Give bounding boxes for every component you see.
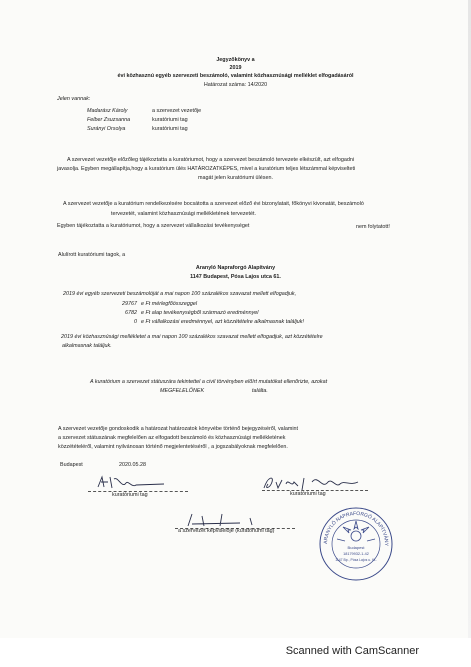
publication-line: 2019 évi közhasznúsági mellékletet a mai napon 100 százalékos szavazat mellett elfogadjuk, azt közzétételre [61,334,323,340]
paragraph-line: A szervezet vezetője előzőleg tájékoztatta a kuratóriumot, hogy a szervezet beszámoló tervezete elkészült, azt elfogadni [67,157,355,163]
closing-line: a szervezet státuszának megfelelően az elfogadott beszámoló és közhasznúsági mellékletének [58,435,286,441]
paragraph-line: Egyben tájékoztatta a kuratóriumot, hogy a szervezet vállalkozási tevékenységet [57,223,250,229]
signing-date: 2020.05.28 [119,462,146,468]
attendance-label: Jelen vannak: [57,96,91,102]
financial-statement: 2019 évi egyéb szervezeti beszámolóját a mai napon 100 százalékos szavazat mellett elfogadjuk, [63,291,297,297]
attendee-role: kuratóriumi tag [152,126,188,132]
publication-line: alkalmasnak találjuk. [62,343,112,349]
attendee-name: Surányi Orsolya [87,126,126,132]
signature-label-right: kuratóriumi tag [290,491,326,497]
attendee-name: Madarász Károly [87,108,128,114]
scanner-watermark: Scanned with CamScanner [285,645,419,657]
stamp-ring-text: ARANYLÓ NAPRAFORGÓ ALAPÍTVÁNY [322,510,390,547]
stamp-city: Budapest [347,545,365,550]
attendee-role: kuratóriumi tag [152,117,188,123]
undersigned-text: Alulírott kuratóriumi tagok, a [58,252,126,258]
paragraph-line: javasolja. Egyben megállapítja,hogy a kuratórium ülés HATÁROZATKÉPES, mivel a kuratórium teljes létszámmal képviselteti [57,166,356,172]
scanner-footer [0,638,471,667]
stamp-tax-id: 18179932-1-42 [343,552,369,556]
document-title: Jegyzőkönyv a [216,57,255,63]
organization-name: Aranyló Napraforgó Alapítvány [195,265,276,271]
statute-line: A kuratórium a szervezet státuszára tekintettel a civil törvényben előírt mutatókat ellenőrizte, azokat [90,379,328,385]
resolution-number: Határozat száma: 14/2020 [203,82,268,88]
paragraph-line: magát jelen kuratóriumi ülésen. [198,175,273,181]
document-subject: évi közhasznú egyéb szervezeti beszámoló, valamint közhasznúsági melléklet elfogadásáról [117,73,354,79]
paragraph-line: A szervezet vezetője a kuratórium rendelkezésére bocsátotta a szervezet előző évi bizonylatait, főkönyvi kivonatát, beszámoló [63,201,364,207]
organization-stamp [317,505,395,583]
financial-text: e Ft alap tevékenységből származó eredménnyel [141,310,259,316]
financial-amount: 6782 [125,310,137,316]
signing-city: Budapest [60,462,83,468]
statute-word: MEGFELELŐNEK [160,388,205,394]
stamp-address: 1147 Bp., Pósa Lajos u. 61. [335,558,377,562]
attendee-name: Felber Zsuzsanna [87,117,131,123]
attendee-role: a szervezet vezetője [152,108,202,114]
signature-label-left: kuratóriumi tag [112,492,148,498]
financial-amount: 29767 [122,301,137,307]
financial-text: e Ft vállalkozási eredménnyel, azt közzétételre alkalmasnak találjuk! [141,319,304,325]
closing-line: közzétételéről, valamint nyilvánosan történő megjelentetéséről , a jogszabályoknak megfelelően. [58,444,288,450]
closing-line: A szervezet vezetője gondoskodik a határozat határozatok könyvébe történő bejegyzéséről, valamint [58,426,299,432]
paragraph-line: tervezetét, valamint közhasznúsági mellékletének tervezetét. [111,211,257,217]
financial-amount: 0 [134,319,137,325]
signature-label-leader: a szervezet képviselője (kuratóriumi tag) [178,528,275,534]
document-year: 2019 [229,65,242,71]
financial-text: e Ft mérlegfőösszeggel [141,301,198,307]
signature-left [92,473,172,493]
paragraph-line: nem folytatott! [356,224,390,230]
statute-end: találta. [252,388,268,394]
organization-address: 1147 Budapest, Pósa Lajos utca 61. [190,274,281,280]
